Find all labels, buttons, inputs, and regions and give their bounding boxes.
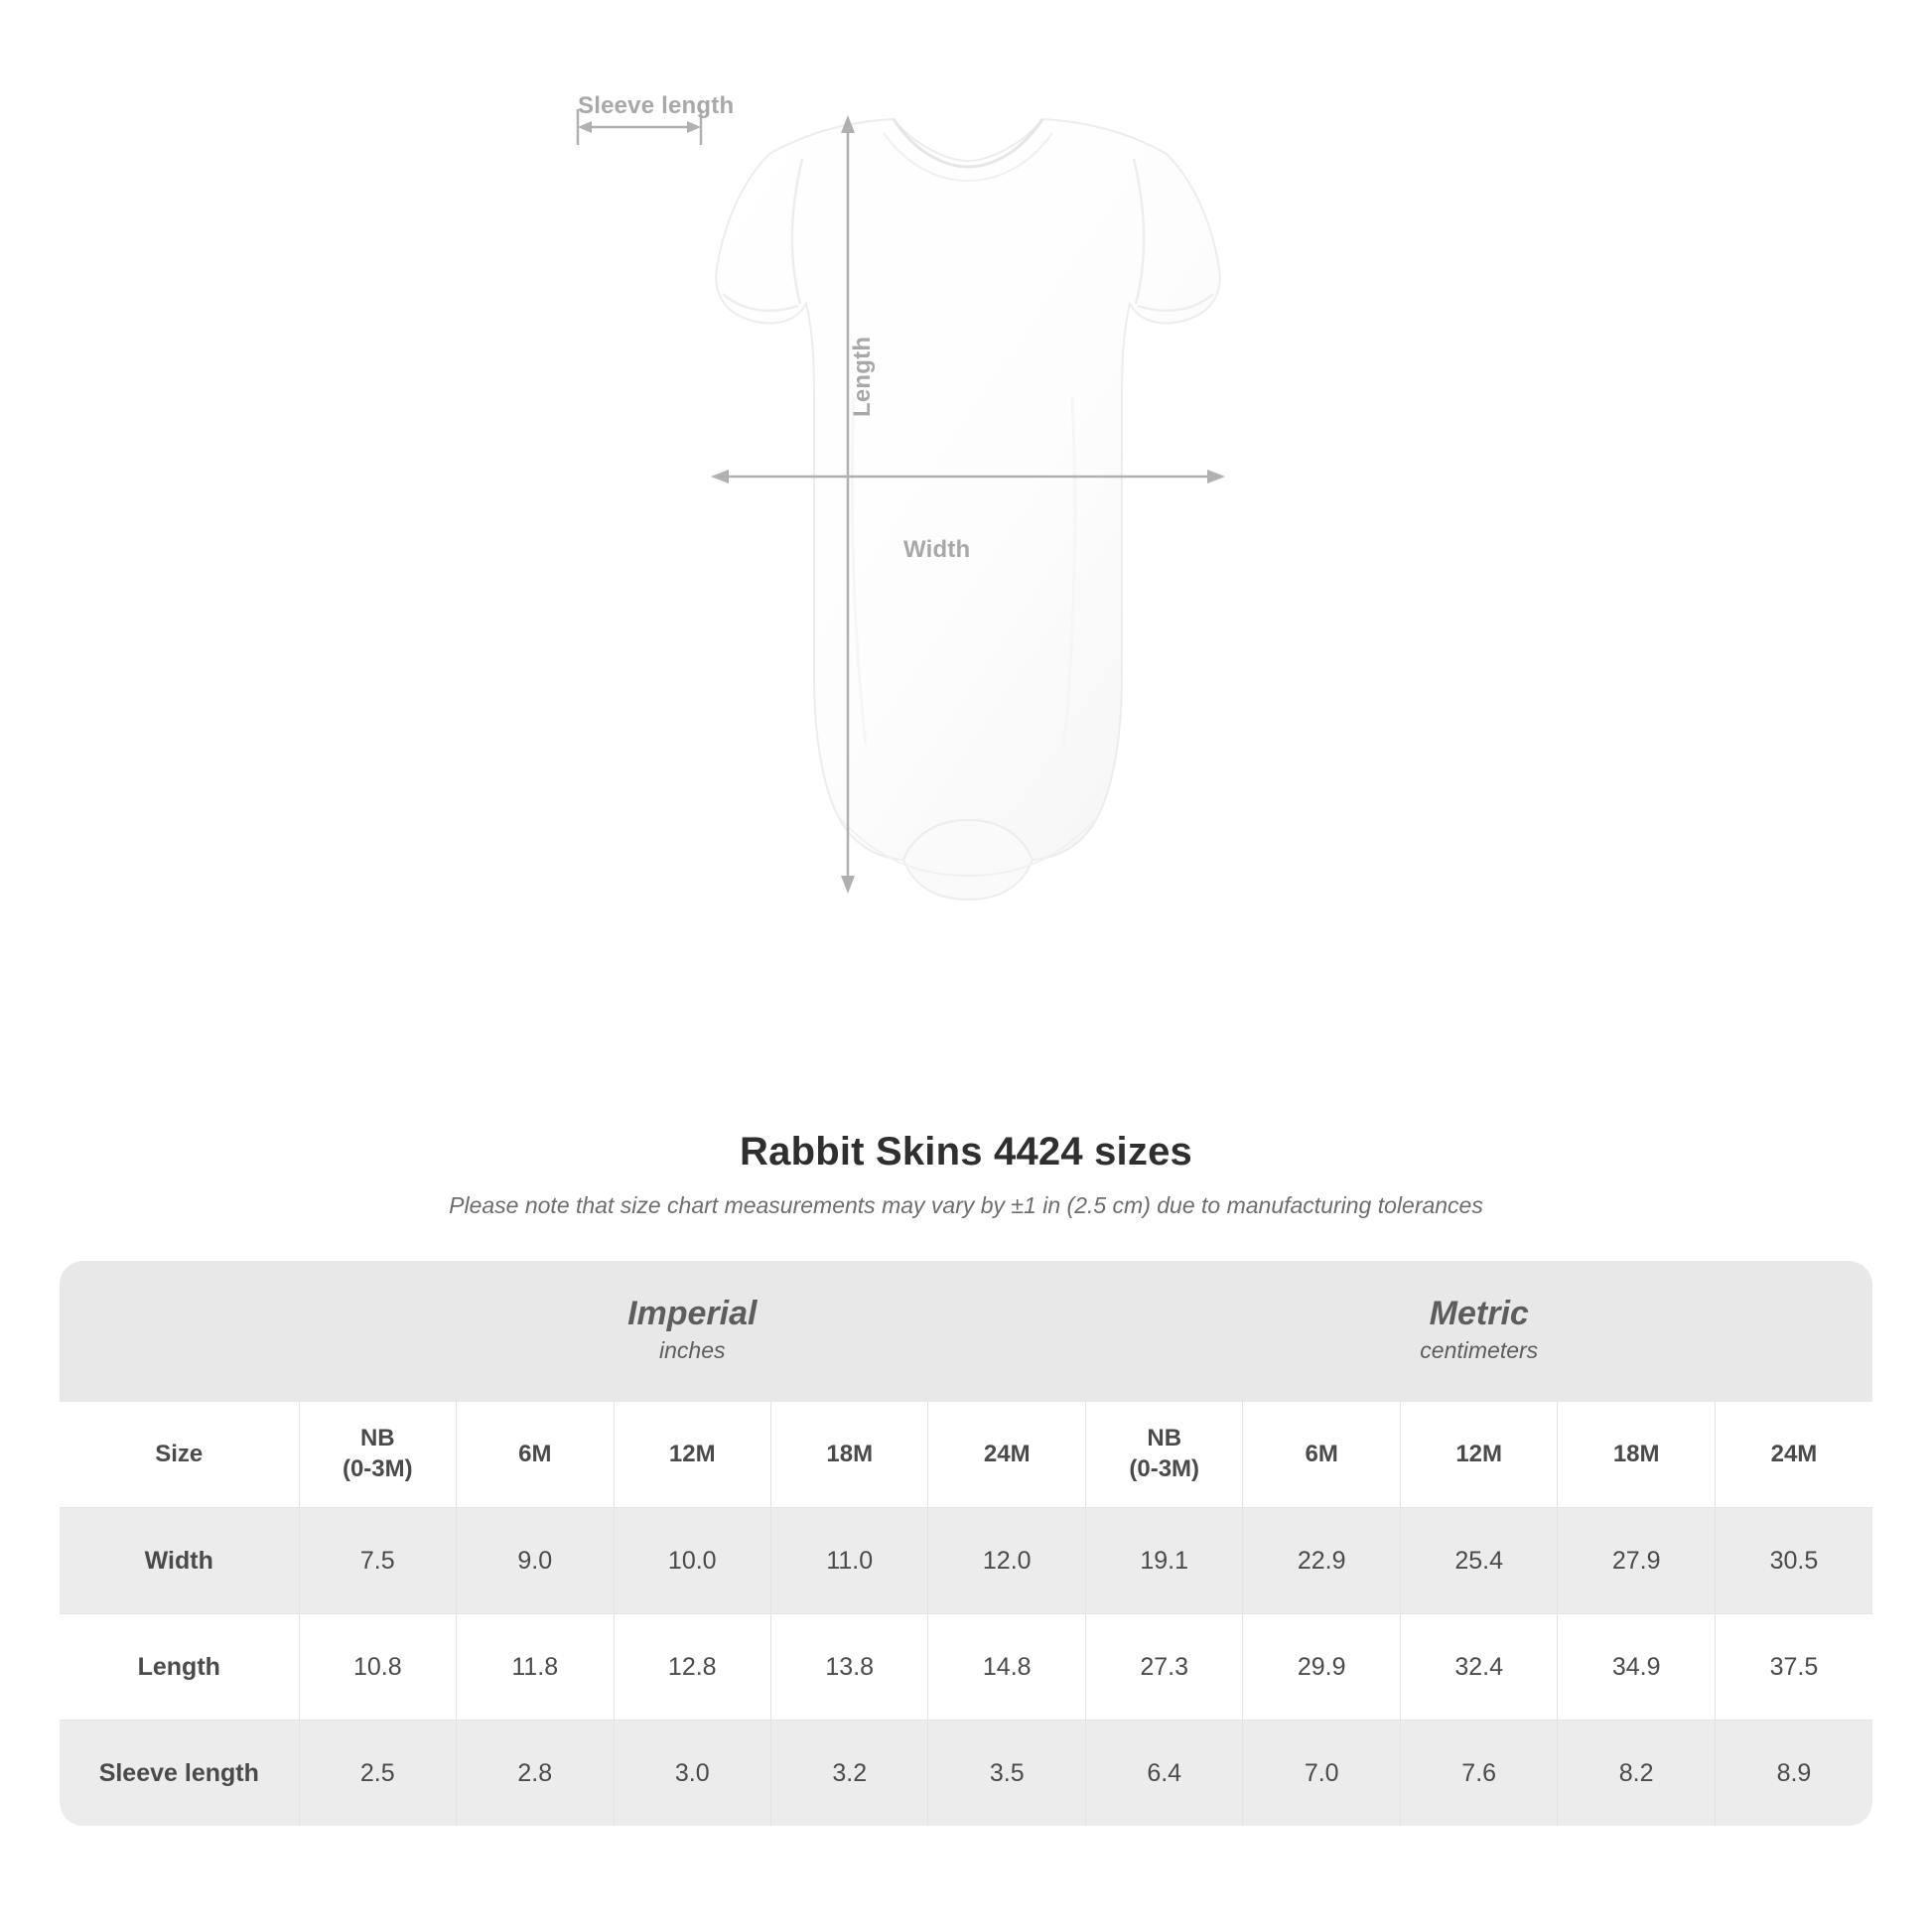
column-header-18m-imperial: 18M xyxy=(771,1402,928,1508)
cell-length-12m-cm: 32.4 xyxy=(1400,1614,1557,1721)
column-header-24m-imperial: 24M xyxy=(928,1402,1085,1508)
unit-name-imperial: Imperial xyxy=(627,1295,758,1333)
unit-header-row xyxy=(60,1261,1872,1402)
column-header-18m-metric: 18M xyxy=(1558,1402,1715,1508)
cell-width-24m-cm: 30.5 xyxy=(1715,1508,1872,1614)
row-label-length: Length xyxy=(60,1614,299,1721)
unit-group-metric xyxy=(1085,1261,1872,1402)
cell-width-12m-cm: 25.4 xyxy=(1400,1508,1557,1614)
length-label: Length xyxy=(849,336,876,417)
cell-width-nb-cm: 19.1 xyxy=(1085,1508,1242,1614)
column-header-6m-metric: 6M xyxy=(1243,1402,1400,1508)
bodysuit-icon xyxy=(556,99,1370,1072)
unit-name-metric: Metric xyxy=(1429,1295,1529,1333)
cell-sleeve-24m-cm: 8.9 xyxy=(1715,1721,1872,1827)
column-header-nb-imperial xyxy=(299,1402,456,1508)
cell-width-24m-in: 12.0 xyxy=(928,1508,1085,1614)
cell-length-24m-in: 14.8 xyxy=(928,1614,1085,1721)
column-header-line1: NB xyxy=(1147,1425,1182,1452)
cell-sleeve-12m-cm: 7.6 xyxy=(1400,1721,1557,1827)
size-header-label: Size xyxy=(60,1402,299,1508)
cell-sleeve-18m-in: 3.2 xyxy=(771,1721,928,1827)
cell-width-6m-cm: 22.9 xyxy=(1243,1508,1400,1614)
width-label: Width xyxy=(903,536,971,563)
bodysuit-graphic xyxy=(556,99,1370,1072)
cell-sleeve-18m-cm: 8.2 xyxy=(1558,1721,1715,1827)
cell-length-24m-cm: 37.5 xyxy=(1715,1614,1872,1721)
cell-sleeve-24m-in: 3.5 xyxy=(928,1721,1085,1827)
cell-width-18m-in: 11.0 xyxy=(771,1508,928,1614)
row-label-sleeve-length: Sleeve length xyxy=(60,1721,299,1827)
cell-width-6m-in: 9.0 xyxy=(457,1508,614,1614)
cell-length-18m-in: 13.8 xyxy=(771,1614,928,1721)
column-header-line2: (0-3M) xyxy=(342,1455,413,1482)
unit-sub-metric: centimeters xyxy=(1420,1337,1539,1364)
cell-length-12m-in: 12.8 xyxy=(614,1614,770,1721)
cell-length-6m-in: 11.8 xyxy=(457,1614,614,1721)
cell-length-nb-cm: 27.3 xyxy=(1085,1614,1242,1721)
unit-group-imperial xyxy=(299,1261,1085,1402)
column-header-line2: (0-3M) xyxy=(1129,1455,1200,1482)
column-header-12m-metric: 12M xyxy=(1400,1402,1557,1508)
cell-sleeve-12m-in: 3.0 xyxy=(614,1721,770,1827)
sleeve-length-label: Sleeve length xyxy=(578,92,735,119)
cell-sleeve-6m-in: 2.8 xyxy=(457,1721,614,1827)
table-row xyxy=(60,1721,1872,1827)
cell-width-18m-cm: 27.9 xyxy=(1558,1508,1715,1614)
column-header-24m-metric: 24M xyxy=(1715,1402,1872,1508)
cell-width-12m-in: 10.0 xyxy=(614,1508,770,1614)
cell-length-6m-cm: 29.9 xyxy=(1243,1614,1400,1721)
table-row xyxy=(60,1508,1872,1614)
table-row xyxy=(60,1614,1872,1721)
row-label-width: Width xyxy=(60,1508,299,1614)
tolerance-note: Please note that size chart measurements may vary by ±1 in (2.5 cm) due to manufacturing tolerances xyxy=(449,1192,1483,1218)
title-block xyxy=(0,1130,1932,1219)
column-header-nb-metric xyxy=(1085,1402,1242,1508)
cell-sleeve-nb-cm: 6.4 xyxy=(1085,1721,1242,1827)
column-header-line1: NB xyxy=(359,1425,395,1452)
column-header-6m-imperial: 6M xyxy=(457,1402,614,1508)
unit-sub-imperial: inches xyxy=(659,1337,726,1364)
page-title: Rabbit Skins 4424 sizes xyxy=(740,1130,1192,1173)
cell-width-nb-in: 7.5 xyxy=(299,1508,456,1614)
cell-sleeve-6m-cm: 7.0 xyxy=(1243,1721,1400,1827)
cell-length-nb-in: 10.8 xyxy=(299,1614,456,1721)
cell-length-18m-cm: 34.9 xyxy=(1558,1614,1715,1721)
cell-sleeve-nb-in: 2.5 xyxy=(299,1721,456,1827)
table-corner-cell xyxy=(60,1261,299,1402)
size-table-container xyxy=(60,1261,1872,1826)
size-header-row xyxy=(60,1402,1872,1508)
size-table xyxy=(60,1261,1872,1826)
column-header-12m-imperial: 12M xyxy=(614,1402,770,1508)
